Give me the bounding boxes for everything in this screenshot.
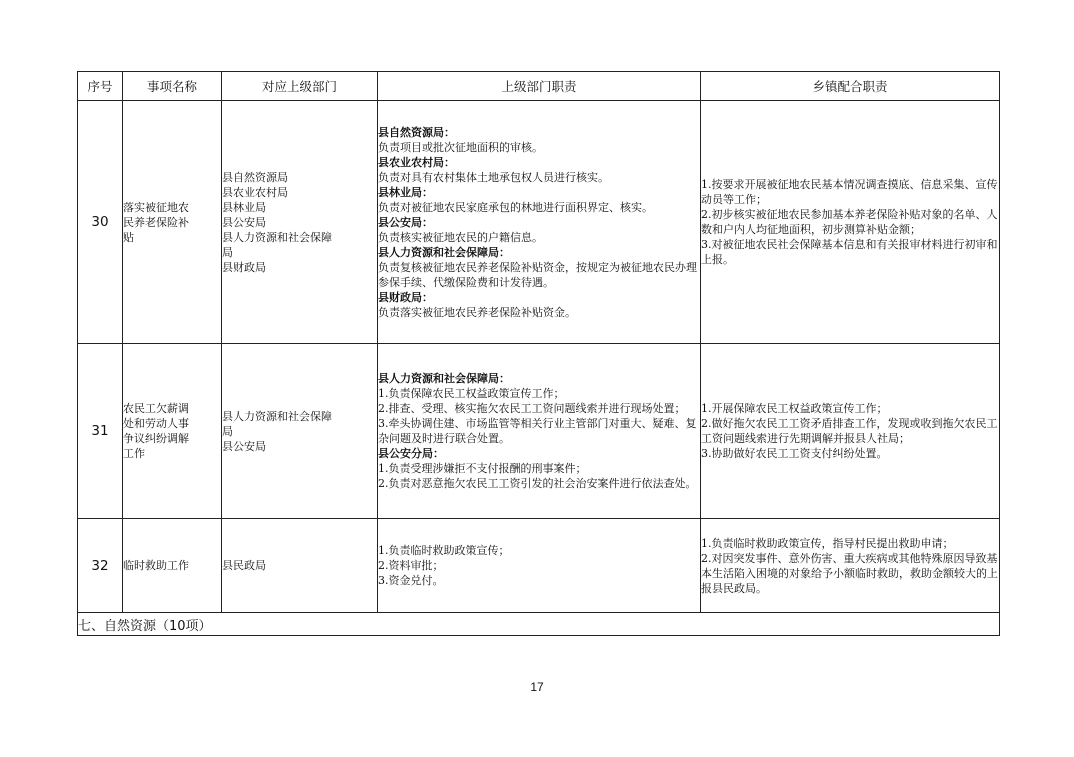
department-line: 县财政局 bbox=[222, 260, 266, 274]
table-row bbox=[78, 101, 1000, 344]
item-name-line: 农民工欠薪调 bbox=[123, 402, 189, 415]
department-list bbox=[222, 519, 378, 613]
township-duties bbox=[701, 519, 1000, 613]
item-name-line: 落实被征地农 bbox=[123, 200, 189, 214]
duty-line: 1.负责保障农民工权益政策宣传工作； bbox=[378, 387, 565, 400]
page-number: 17 bbox=[530, 680, 544, 694]
item-name bbox=[123, 101, 222, 344]
township-line: 3.协助做好农民工工资支付纠纷处置。 bbox=[701, 447, 888, 460]
department-line: 县自然资源局 bbox=[222, 170, 288, 184]
dept-heading: 县财政局： bbox=[378, 290, 433, 304]
header-item-name: 事项名称 bbox=[123, 72, 222, 101]
header-number: 序号 bbox=[78, 72, 123, 101]
duty-line: 2.排查、受理、核实拖欠农民工工资问题线索并进行现场处置； bbox=[378, 402, 686, 415]
dept-heading: 县人力资源和社会保障局： bbox=[378, 372, 510, 385]
dept-heading: 县自然资源局： bbox=[378, 125, 455, 139]
item-name-line: 临时救助工作 bbox=[123, 559, 189, 572]
header-department: 对应上级部门 bbox=[222, 72, 378, 101]
header-row bbox=[78, 72, 1000, 101]
duty-line: 负责核实被征地农民的户籍信息。 bbox=[378, 230, 543, 244]
section-row bbox=[78, 613, 1000, 636]
duty-line: 负责项目或批次征地面积的审核。 bbox=[378, 140, 543, 154]
department-line: 局 bbox=[222, 245, 233, 259]
dept-heading: 县公安局： bbox=[378, 215, 433, 229]
table-row bbox=[78, 344, 1000, 519]
township-line: 1.负责临时救助政策宣传，指导村民提出救助申请； bbox=[701, 536, 954, 550]
department-line: 县公安局 bbox=[222, 439, 266, 453]
department-list bbox=[222, 101, 378, 344]
section-title: 七、自然资源（10项） bbox=[78, 613, 1000, 636]
department-line: 县人力资源和社会保障 bbox=[222, 409, 332, 423]
township-duties bbox=[701, 344, 1000, 519]
header-dept-duties: 上级部门职责 bbox=[378, 72, 701, 101]
duty-line: 负责对具有农村集体土地承包权人员进行核实。 bbox=[378, 170, 609, 184]
item-name bbox=[123, 344, 222, 519]
duty-line: 1.负责受理涉嫌拒不支付报酬的刑事案件； bbox=[378, 462, 587, 475]
department-line: 县公安局 bbox=[222, 215, 266, 229]
item-name-line: 工作 bbox=[123, 447, 145, 460]
item-name-line: 贴 bbox=[123, 230, 134, 244]
duty-table bbox=[77, 71, 1000, 636]
row-number: 30 bbox=[78, 101, 123, 344]
dept-heading: 县林业局： bbox=[378, 185, 433, 199]
item-name-line: 处和劳动人事 bbox=[123, 417, 189, 430]
township-duties bbox=[701, 101, 1000, 344]
duty-line: 3.资金兑付。 bbox=[378, 574, 444, 587]
row-number: 31 bbox=[78, 344, 123, 519]
township-line: 3.对被征地农民社会保障基本信息和有关报审材料进行初审和上报。 bbox=[701, 238, 998, 266]
dept-duties bbox=[378, 344, 701, 519]
department-list bbox=[222, 344, 378, 519]
township-line: 2.做好拖欠农民工工资矛盾排查工作，发现或收到拖欠农民工工资问题线索进行先期调解并报县人社局； bbox=[701, 417, 998, 445]
township-line: 2.对因突发事件、意外伤害、重大疾病或其他特殊原因导致基本生活陷入困境的对象给予小额临时救助，救助金额较大的上报县民政局。 bbox=[701, 551, 998, 595]
department-line: 县农业农村局 bbox=[222, 185, 288, 199]
duty-line: 负责对被征地农民家庭承包的林地进行面积界定、核实。 bbox=[378, 200, 653, 214]
item-name-line: 争议纠纷调解 bbox=[123, 432, 189, 445]
dept-duties bbox=[378, 101, 701, 344]
duty-line: 3.牵头协调住建、市场监管等相关行业主管部门对重大、疑难、复杂问题及时进行联合处置。 bbox=[378, 417, 697, 445]
dept-heading: 县公安分局： bbox=[378, 447, 444, 460]
department-line: 县人力资源和社会保障 bbox=[222, 230, 332, 244]
township-line: 1.开展保障农民工权益政策宣传工作； bbox=[701, 402, 888, 415]
duty-line: 2.负责对恶意拖欠农民工工资引发的社会治安案件进行依法查处。 bbox=[378, 477, 697, 490]
dept-heading: 县农业农村局： bbox=[378, 155, 455, 169]
table-body bbox=[78, 101, 1000, 636]
duty-line: 负责落实被征地农民养老保险补贴资金。 bbox=[378, 305, 576, 319]
township-line: 1.按要求开展被征地农民基本情况调查摸底、信息采集、宣传动员等工作； bbox=[701, 178, 998, 206]
row-number: 32 bbox=[78, 519, 123, 613]
department-line: 县民政局 bbox=[222, 559, 266, 572]
table-row bbox=[78, 519, 1000, 613]
dept-duties bbox=[378, 519, 701, 613]
department-line: 局 bbox=[222, 424, 233, 438]
department-line: 县林业局 bbox=[222, 200, 266, 214]
header-township-duties: 乡镇配合职责 bbox=[701, 72, 1000, 101]
duty-line: 2.资料审批； bbox=[378, 559, 444, 572]
township-line: 2.初步核实被征地农民参加基本养老保险补贴对象的名单、人数和户内人均征地面积，初步测算补贴金额； bbox=[701, 208, 998, 236]
dept-heading: 县人力资源和社会保障局： bbox=[378, 245, 510, 259]
item-name-line: 民养老保险补 bbox=[123, 215, 189, 229]
duty-line: 1.负责临时救助政策宣传； bbox=[378, 544, 510, 557]
duty-line: 负责复核被征地农民养老保险补贴资金，按规定为被征地农民办理参保手续、代缴保险费和计发待遇。 bbox=[378, 260, 697, 289]
item-name bbox=[123, 519, 222, 613]
